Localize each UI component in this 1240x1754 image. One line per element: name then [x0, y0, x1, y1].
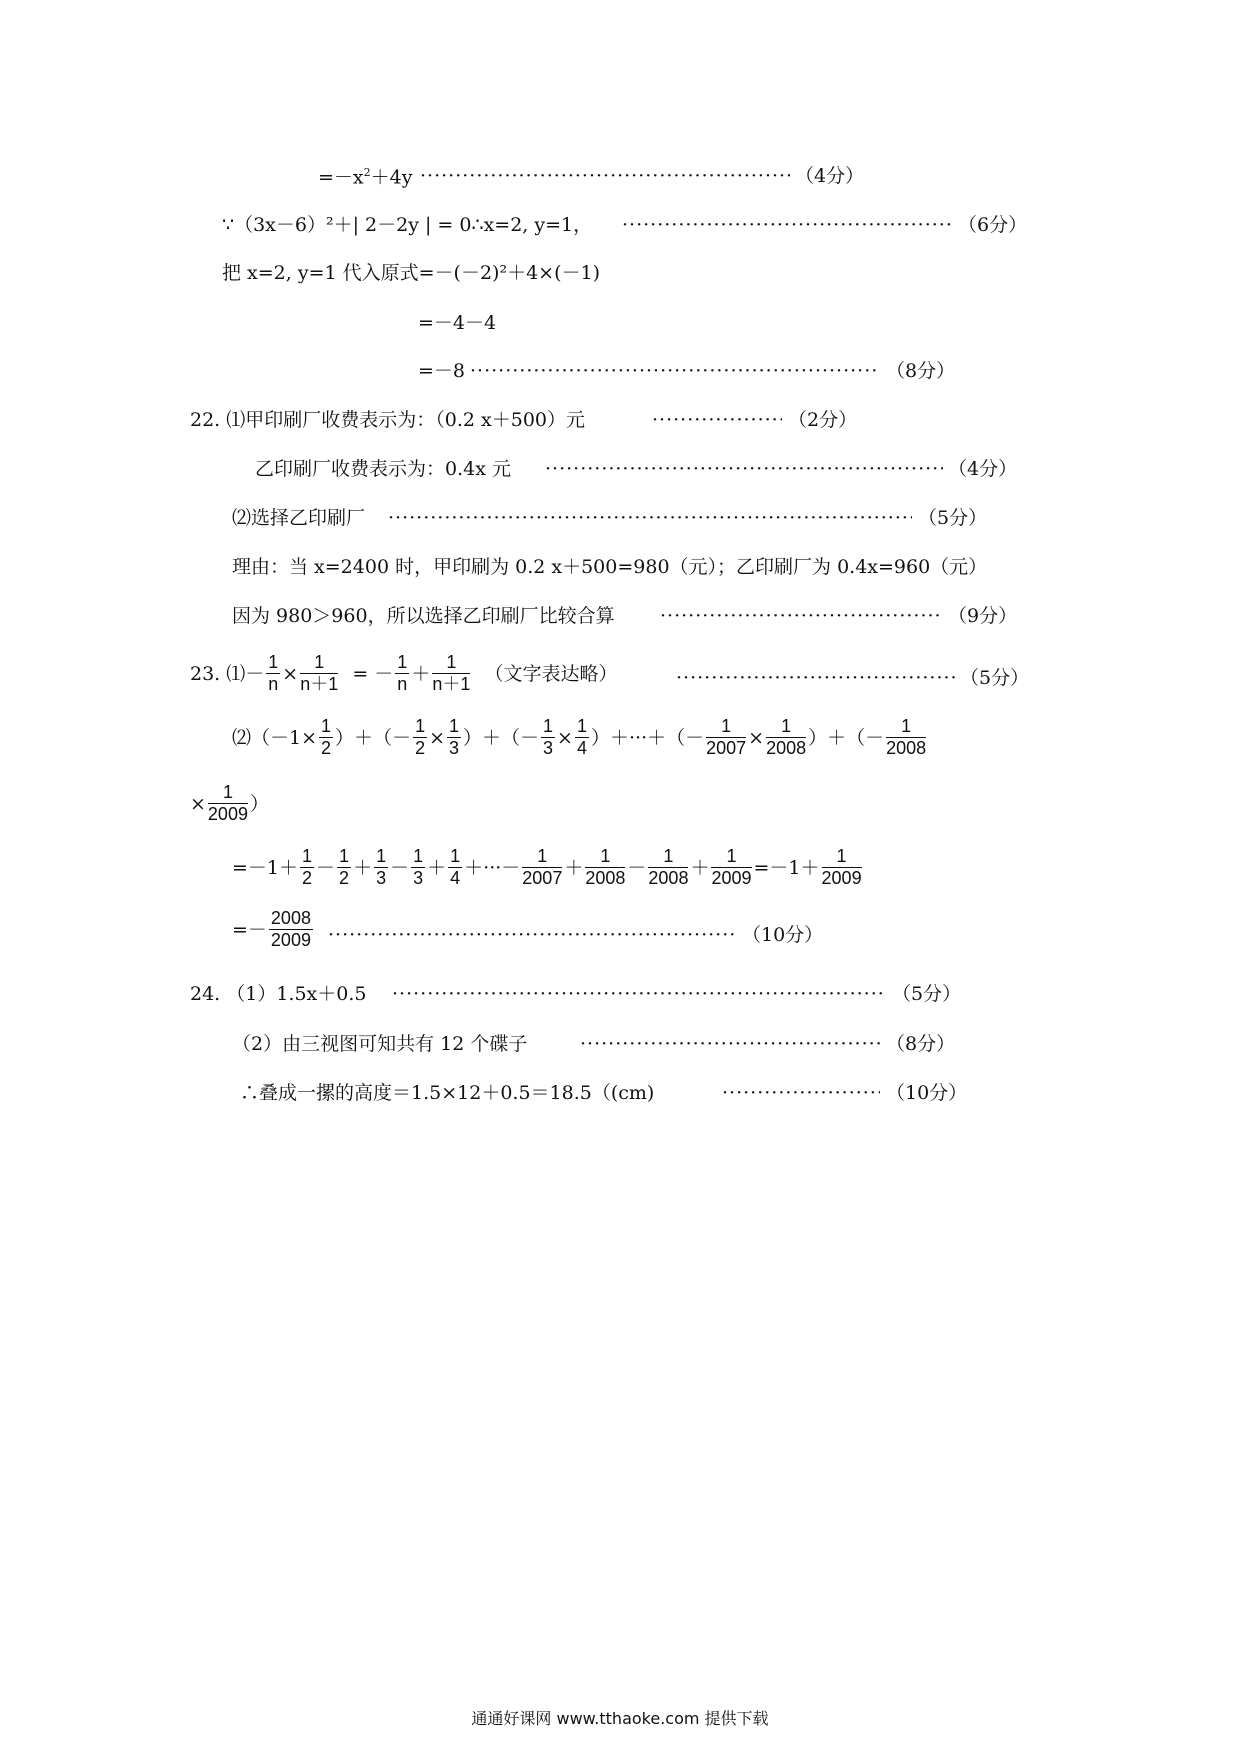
score-4: （4分） — [795, 165, 865, 187]
q22-conclusion: 因为 980＞960，所以选择乙印刷厂比较合算 — [232, 605, 615, 627]
solution-line-1: $=-x^2+4y$ — [318, 166, 413, 189]
dot-leader — [622, 216, 952, 235]
solution-line-4: =－4－4 — [418, 312, 497, 334]
score-2: （2分） — [788, 409, 858, 431]
dot-leader — [580, 1035, 880, 1054]
q23-part2-line4: =－ $\frac{2008}{2009}$ — [232, 908, 311, 950]
score-10b: （10分） — [886, 1082, 968, 1104]
dot-leader — [545, 460, 943, 479]
dot-leader — [676, 669, 956, 688]
q24-part2: （2）由三视图可知共有 12 个碟子 — [232, 1033, 528, 1055]
dot-leader — [722, 1084, 880, 1103]
score-8: （8分） — [886, 360, 956, 382]
score-4b: （4分） — [948, 458, 1018, 480]
solution-line-3: 把 x=2, y=1 代入原式=－(－2)²＋4×(－1) — [222, 262, 600, 284]
score-10: （10分） — [742, 924, 824, 946]
dot-leader — [392, 985, 886, 1004]
q24-part3: ∴叠成一摞的高度＝1.5×12＋0.5＝18.5（(cm) — [240, 1082, 655, 1104]
q22-part2: ⑵选择乙印刷厂 — [232, 507, 366, 529]
score-8b: （8分） — [886, 1033, 956, 1055]
dot-leader — [328, 926, 736, 945]
dot-leader — [660, 607, 942, 626]
solution-line-2: ∵（3x－6）²＋| 2－2y | = 0∴x=2, y=1， — [222, 214, 593, 236]
q23-part1: 23. ⑴－ $\frac{1}{n}$ × $\frac{1}{n+1}$ = － $\frac{1}{n}$ ＋ $\frac{1}{n+1}$ （文字表达略） — [190, 652, 618, 694]
q22-part1: 22. ⑴甲印刷厂收费表示为：（0.2 x＋500）元 — [190, 409, 585, 431]
score-5b: （5分） — [960, 667, 1030, 689]
q23-part2-line1: ⑵（－1× $\frac{1}{2}$ ）＋（－ $\frac{1}{2}$ × $\frac{1}{3}$ ）＋（－ $\frac{1}{3}$ × $\frac{1}{4}$ ）＋···＋（－ $\frac{1}{2007}$ × $\frac{1}{2008}$ ）＋（－ $\frac{1}{2008}$ — [232, 716, 927, 758]
dot-leader — [420, 167, 790, 186]
score-9: （9分） — [948, 605, 1018, 627]
dot-leader — [470, 362, 880, 381]
score-5: （5分） — [918, 507, 988, 529]
page-footer: 通通好课网 www.tthaoke.com 提供下载 — [471, 1709, 769, 1728]
q22-part1b: 乙印刷厂收费表示为：0.4x 元 — [255, 458, 511, 480]
q24-part1: 24. （1）1.5x＋0.5 — [190, 983, 367, 1005]
dot-leader — [652, 411, 782, 430]
solution-line-5: =－8 — [418, 360, 466, 382]
score-5c: （5分） — [892, 983, 962, 1005]
q22-reason: 理由：当 x=2400 时，甲印刷为 0.2 x＋500=980（元）；乙印刷厂为 0.4x=960（元） — [232, 556, 988, 578]
dot-leader — [388, 509, 912, 528]
q23-part2-line2: × $\frac{1}{2009}$ ） — [190, 782, 269, 824]
score-6: （6分） — [958, 214, 1028, 236]
q23-part2-line3: =－1＋ $\frac{1}{2}$ － $\frac{1}{2}$ ＋ $\frac{1}{3}$ － $\frac{1}{3}$ ＋ $\frac{1}{4}$ ＋···－ $\frac{1}{2007}$ ＋ $\frac{1}{2008}$ － $\frac{1}{2008}$ ＋ $\frac{1}{2009}$ =－1＋ $\frac{1}{2009}$ — [232, 846, 862, 888]
